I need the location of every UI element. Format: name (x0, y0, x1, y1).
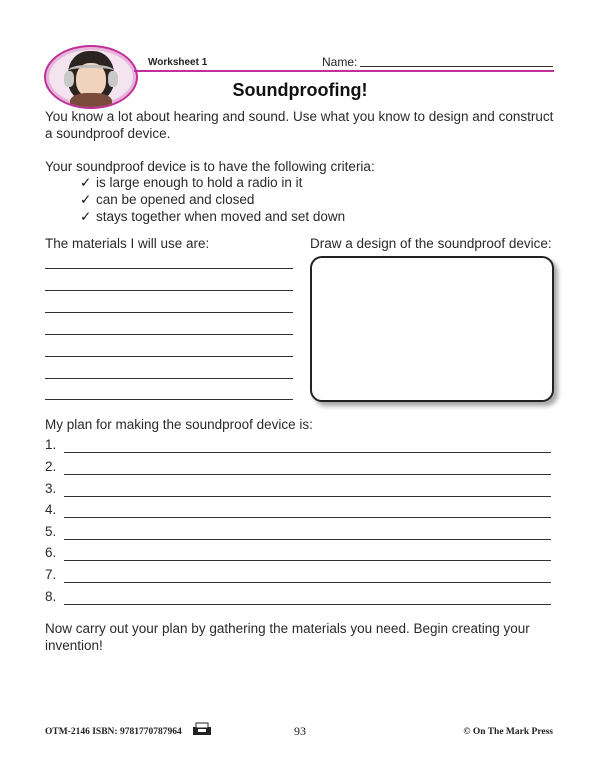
plan-step-number: 3. (45, 481, 57, 496)
worksheet-label: Worksheet 1 (148, 57, 208, 68)
plan-step-number: 2. (45, 459, 57, 474)
criteria-item-text: stays together when moved and set down (96, 209, 346, 224)
header-rule (134, 70, 554, 72)
name-field-line[interactable] (360, 66, 553, 67)
criteria-item (80, 208, 345, 225)
checkmark-icon: ✓ (80, 209, 92, 224)
criteria-item (80, 174, 302, 191)
plan-step-number: 6. (45, 545, 57, 560)
materials-line[interactable] (45, 290, 293, 291)
page-title: Soundproofing! (232, 80, 368, 100)
materials-line[interactable] (45, 334, 293, 335)
materials-line[interactable] (45, 356, 293, 357)
plan-step-number: 4. (45, 502, 57, 517)
materials-line[interactable] (45, 268, 293, 269)
plan-step-number: 5. (45, 524, 57, 539)
criteria-item-text: is large enough to hold a radio in it (96, 175, 303, 190)
plan-step-line[interactable] (64, 560, 551, 561)
publisher-credit: © On The Mark Press (463, 727, 553, 737)
page-number: 93 (294, 724, 306, 738)
closing-paragraph: Now carry out your plan by gathering the materials you need. Begin creating your invention! (45, 621, 530, 653)
design-drawing-box[interactable] (310, 256, 554, 402)
plan-step-number: 7. (45, 567, 57, 582)
plan-step-line[interactable] (64, 582, 551, 583)
criteria-item-text: can be opened and closed (96, 192, 255, 207)
footer-code: OTM-2146 ISBN: 9781770787964 (45, 727, 182, 737)
plan-step-line[interactable] (64, 517, 551, 518)
criteria-intro: Your soundproof device is to have the following criteria: (45, 159, 375, 174)
printing-press-icon (192, 722, 212, 736)
materials-line[interactable] (45, 312, 293, 313)
plan-label: My plan for making the soundproof device is: (45, 417, 313, 432)
materials-line[interactable] (45, 378, 293, 379)
name-label: Name: (322, 55, 358, 69)
materials-line[interactable] (45, 399, 293, 400)
checkmark-icon: ✓ (80, 192, 92, 207)
intro-paragraph: You know a lot about hearing and sound. Use what you know to design and construct a soundproof device. (45, 109, 554, 141)
criteria-item (80, 191, 254, 208)
checkmark-icon: ✓ (80, 175, 92, 190)
plan-step-number: 1. (45, 437, 57, 452)
plan-step-line[interactable] (64, 539, 551, 540)
plan-step-number: 8. (45, 589, 57, 604)
materials-label: The materials I will use are: (45, 236, 210, 251)
plan-step-line[interactable] (64, 496, 551, 497)
plan-step-line[interactable] (64, 452, 551, 453)
plan-step-line[interactable] (64, 604, 551, 605)
design-label: Draw a design of the soundproof device: (310, 236, 552, 251)
plan-step-line[interactable] (64, 474, 551, 475)
